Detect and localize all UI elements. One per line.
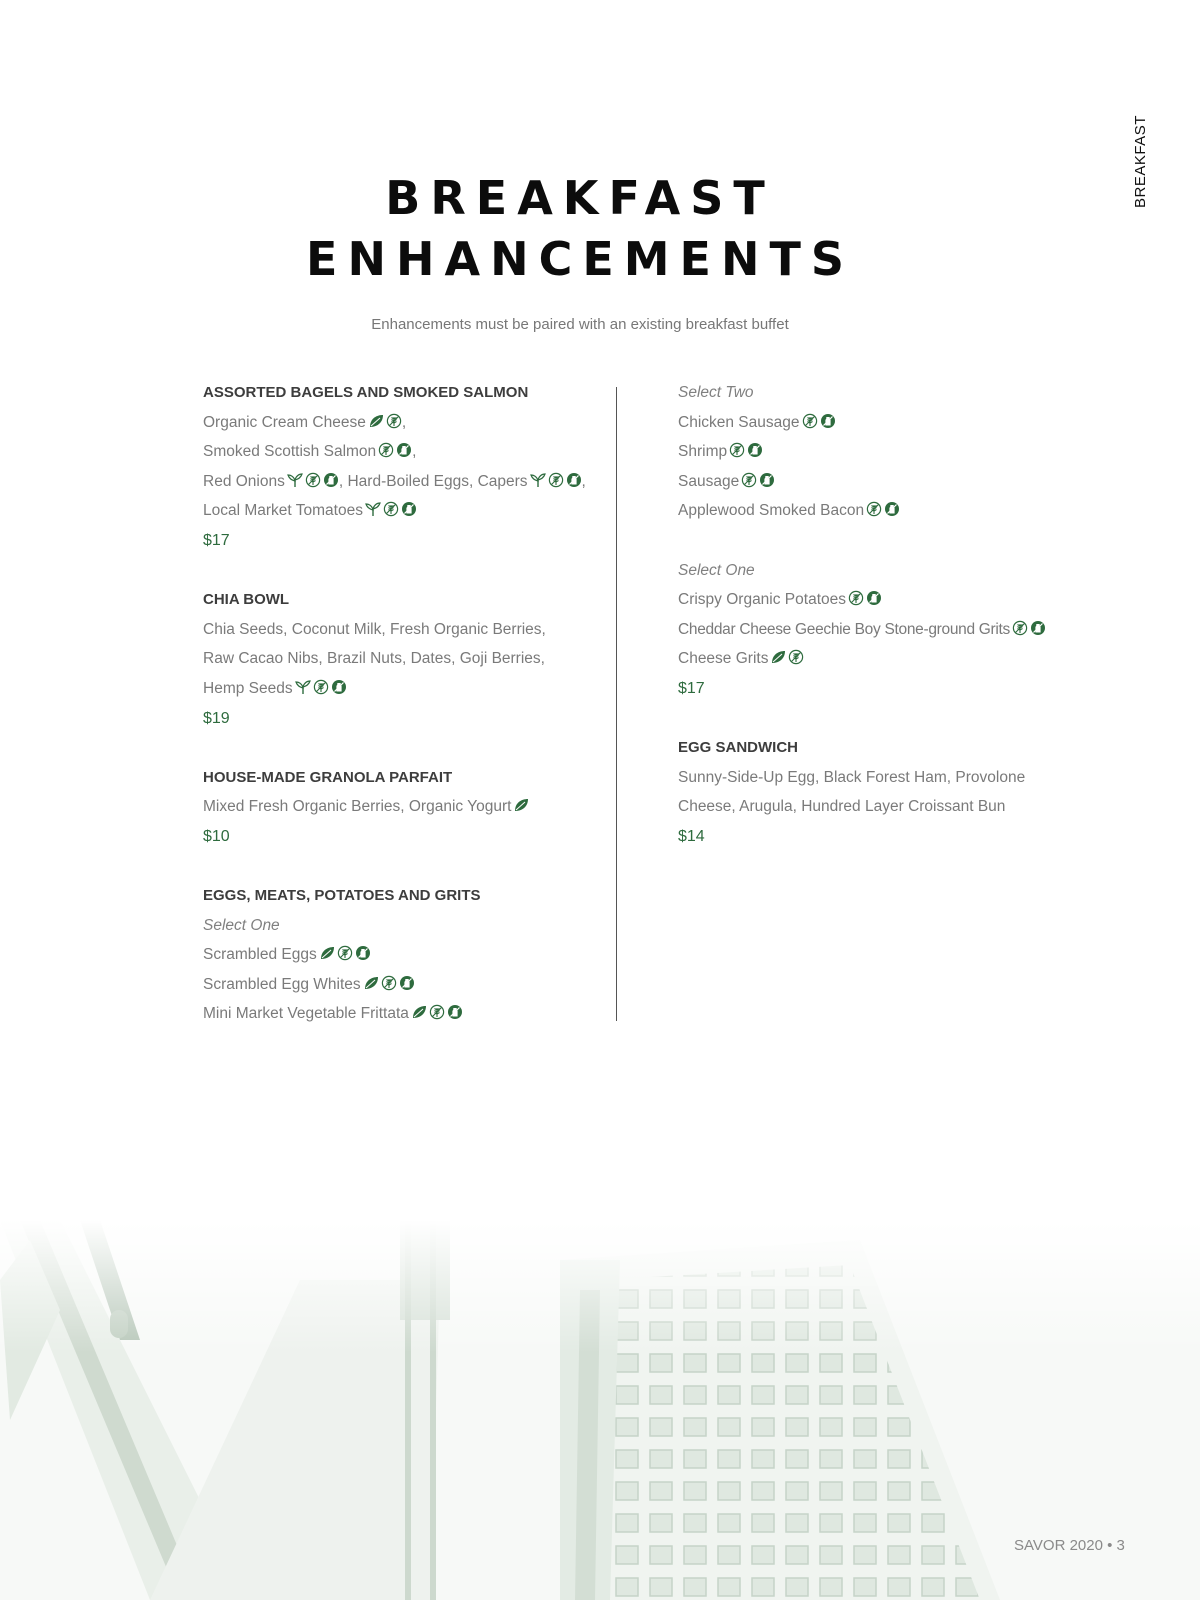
page-subtitle: Enhancements must be paired with an existing breakfast buffet	[371, 316, 789, 333]
item-description-line	[203, 674, 593, 704]
item-heading: EGG SANDWICH	[678, 739, 798, 757]
item-description-line	[678, 585, 1098, 615]
dairy-free-icon	[355, 945, 371, 961]
vegetarian-leaf-icon	[411, 1004, 427, 1020]
item-description-line: Raw Cacao Nibs, Brazil Nuts, Dates, Goji Berries,	[203, 650, 545, 668]
item-description-line: Chia Seeds, Coconut Milk, Fresh Organic Berries,	[203, 620, 546, 638]
gluten-free-icon	[381, 975, 397, 991]
item-text: Scrambled Eggs	[203, 946, 317, 964]
item-text: Mixed Fresh Organic Berries, Organic Yogurt	[203, 798, 512, 816]
item-text: Cheddar Cheese Geechie Boy Stone-ground Grits	[678, 620, 1011, 638]
item-price: $10	[203, 827, 230, 845]
gluten-free-icon	[429, 1004, 445, 1020]
item-price: $17	[678, 679, 705, 697]
item-text: Sausage	[678, 472, 740, 490]
gluten-free-icon	[337, 945, 353, 961]
dairy-free-icon	[566, 472, 582, 488]
item-description-line	[203, 467, 593, 497]
item-text: Scrambled Egg Whites	[203, 975, 361, 993]
dairy-free-icon	[401, 501, 417, 517]
item-description-line	[203, 792, 593, 822]
dairy-free-icon	[331, 679, 347, 695]
gluten-free-icon	[386, 413, 402, 429]
item-heading: ASSORTED BAGELS AND SMOKED SALMON	[203, 384, 529, 401]
item-price: $19	[203, 709, 230, 727]
dairy-free-icon	[399, 975, 415, 991]
item-heading: HOUSE-MADE GRANOLA PARFAIT	[203, 768, 453, 786]
dairy-free-icon	[447, 1004, 463, 1020]
gluten-free-icon	[383, 501, 399, 517]
item-description-line	[678, 496, 1098, 526]
item-text: , Hard-Boiled Eggs, Capers	[338, 472, 528, 490]
item-text: Shrimp	[678, 443, 728, 461]
item-text: Chicken Sausage	[678, 413, 800, 431]
selection-note: Select One	[203, 916, 280, 934]
dairy-free-icon	[323, 472, 339, 488]
item-text: Applewood Smoked Bacon	[678, 502, 865, 520]
separator: ,	[581, 472, 586, 490]
gluten-free-icon	[788, 649, 804, 665]
item-price: $14	[678, 827, 705, 845]
page-title-line-1: BREAKFAST	[385, 171, 775, 225]
gluten-free-icon	[848, 590, 864, 606]
gluten-free-icon	[866, 501, 882, 517]
gluten-free-icon	[741, 472, 757, 488]
dairy-free-icon	[820, 413, 836, 429]
item-heading: EGGS, MEATS, POTATOES AND GRITS	[203, 887, 481, 905]
item-text: Cheese Grits	[678, 650, 769, 668]
section-side-tab: BREAKFAST	[1132, 115, 1149, 208]
item-price: $17	[203, 531, 230, 549]
item-text: Crispy Organic Potatoes	[678, 591, 846, 609]
page-footer: SAVOR 2020 • 3	[1014, 1537, 1125, 1554]
menu-column-right	[678, 378, 1098, 852]
vegan-sprout-icon	[295, 679, 311, 695]
item-description-line	[203, 496, 593, 526]
dairy-free-icon	[866, 590, 882, 606]
vegetarian-leaf-icon	[770, 649, 786, 665]
vegetarian-leaf-icon	[363, 975, 379, 991]
dairy-free-icon	[1030, 620, 1046, 636]
vegan-sprout-icon	[530, 472, 546, 488]
item-text: Mini Market Vegetable Frittata	[203, 1005, 409, 1023]
separator: ,	[401, 413, 407, 431]
item-text: Organic Cream Cheese	[203, 413, 366, 431]
gluten-free-icon	[1012, 620, 1028, 636]
item-description-line	[203, 999, 593, 1029]
selection-note: Select Two	[678, 384, 754, 401]
item-description-line	[203, 437, 593, 467]
item-description-line: Sunny-Side-Up Egg, Black Forest Ham, Provolone	[678, 768, 1026, 786]
dairy-free-icon	[747, 442, 763, 458]
item-description-line	[203, 940, 593, 970]
dairy-free-icon	[396, 442, 412, 458]
item-description-line	[678, 408, 1098, 438]
dairy-free-icon	[884, 501, 900, 517]
item-text: Red Onions	[203, 472, 285, 490]
item-description-line	[678, 467, 1098, 497]
gluten-free-icon	[548, 472, 564, 488]
item-description-line	[678, 644, 1098, 674]
gluten-free-icon	[313, 679, 329, 695]
item-text: Smoked Scottish Salmon	[203, 443, 377, 461]
item-description-line	[678, 437, 1098, 467]
gluten-free-icon	[378, 442, 394, 458]
selection-note: Select One	[678, 561, 755, 579]
column-divider	[616, 387, 617, 1021]
dairy-free-icon	[759, 472, 775, 488]
vegan-sprout-icon	[287, 472, 303, 488]
item-description-line	[203, 408, 593, 438]
item-text: Local Market Tomatoes	[203, 502, 363, 520]
vegan-sprout-icon	[365, 501, 381, 517]
page-title-line-2: ENHANCEMENTS	[306, 232, 854, 286]
separator: ,	[412, 443, 417, 461]
gluten-free-icon	[802, 413, 818, 429]
vegetarian-leaf-icon	[319, 945, 335, 961]
item-description-line: Cheese, Arugula, Hundred Layer Croissant Bun	[678, 798, 1006, 816]
vegetarian-leaf-icon	[513, 797, 529, 813]
item-heading: CHIA BOWL	[203, 591, 290, 609]
vegetarian-leaf-icon	[368, 413, 384, 429]
item-description-line	[678, 615, 1098, 645]
item-description-line	[203, 970, 593, 1000]
item-text: Hemp Seeds	[203, 679, 293, 697]
gluten-free-icon	[729, 442, 745, 458]
menu-column-left	[203, 378, 593, 1029]
gluten-free-icon	[305, 472, 321, 488]
